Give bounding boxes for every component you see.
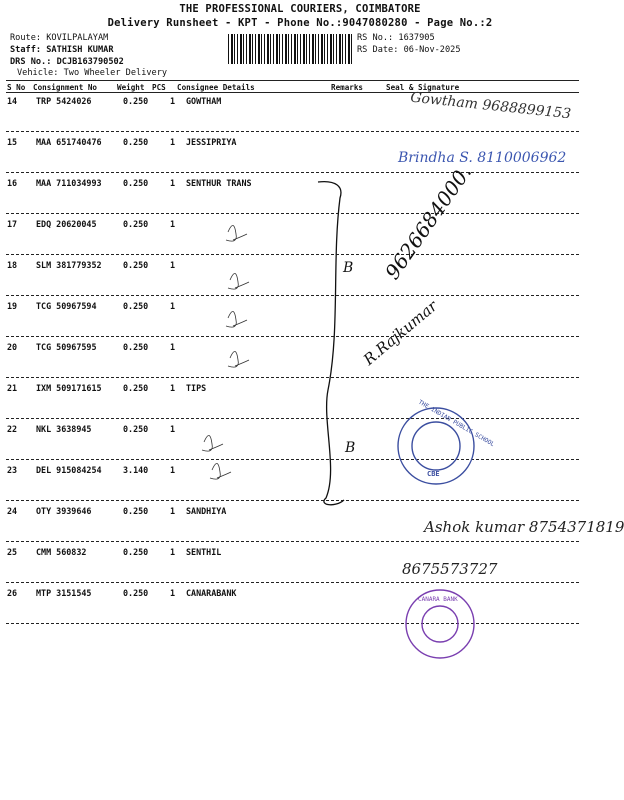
row-pcs: 1 [170,465,176,475]
row-sno: 17 [7,219,18,229]
diag-phone: 9626684000. [380,160,477,284]
row-weight: 0.250 [123,219,149,229]
row-weight: 0.250 [123,301,149,311]
row-consignment: TCG 50967594 [36,301,97,311]
row-weight: 0.250 [123,342,149,352]
row-weight: 0.250 [123,547,149,557]
row-sno: 26 [7,588,18,598]
row-consignment: DEL 915084254 [36,465,102,475]
row-sno: 24 [7,506,18,516]
col-remarks: Remarks [331,83,364,92]
row-sno: 15 [7,137,18,147]
row-weight: 3.140 [123,465,149,475]
row-consignment: EDQ 20620045 [36,219,97,229]
signature-24: Ashok kumar 8754371819 [424,518,624,536]
row-sno: 16 [7,178,18,188]
stamp1-text: THE INDIAN PUBLIC SCHOOL [417,398,496,449]
row-sno: 14 [7,96,18,106]
row-sno: 19 [7,301,18,311]
col-consignment: Consignment No [33,83,98,92]
row-consignment: TCG 50967595 [36,342,97,352]
rs-date-value: 06-Nov-2025 [403,45,461,55]
scribble-line [318,182,344,505]
row-weight: 0.250 [123,424,149,434]
row-consignment: CMM 560832 [36,547,87,557]
drs-value: DCJB163790502 [56,57,124,67]
mark-17 [226,225,247,241]
row-pcs: 1 [170,96,176,106]
drs-label: DRS No.: [10,57,52,67]
row-sno: 20 [7,342,18,352]
vehicle-label: Vehicle: [17,68,59,78]
row-sno: 21 [7,383,18,393]
row-pcs: 1 [170,301,176,311]
mark-20 [228,351,249,367]
row-consignee: SENTHUR TRANS [186,178,252,188]
mark-23 [210,463,231,479]
stamp1-city: CBE [427,470,440,478]
rs-no-label: RS No.: [357,33,394,43]
col-consignee: Consignee Details [177,83,255,92]
route-value: KOVILPALAYAM [46,33,109,43]
row-consignment: MAA 711034993 [36,178,102,188]
col-sno: S No [7,83,26,92]
row-consignee: GOWTHAM [186,96,222,106]
row-sno: 22 [7,424,18,434]
row-pcs: 1 [170,424,176,434]
row-pcs: 1 [170,178,176,188]
row-weight: 0.250 [123,178,149,188]
row-consignment: OTY 3939646 [36,506,92,516]
signature-14: Gowtham 9688899153 [409,89,572,123]
document-title: THE PROFESSIONAL COURIERS, COIMBATORE [179,3,421,15]
row-consignee: JESSIPRIYA [186,137,237,147]
row-weight: 0.250 [123,506,149,516]
row-pcs: 1 [170,137,176,147]
remark-mark-22: B [345,440,356,456]
staff-label: Staff: [10,45,42,55]
row-weight: 0.250 [123,383,149,393]
row-consignee: CANARABANK [186,588,237,598]
stamp2-text: CANARA BANK [418,596,458,603]
row-weight: 0.250 [123,588,149,598]
row-weight: 0.250 [123,96,149,106]
vehicle-value: Two Wheeler Delivery [63,68,168,78]
row-sno: 18 [7,260,18,270]
rs-no-value: 1637905 [398,33,435,43]
col-seal: Seal & Signature [386,83,460,92]
row-consignment: MAA 651740476 [36,137,102,147]
row-pcs: 1 [170,219,176,229]
row-weight: 0.250 [123,137,149,147]
staff-value: SATHISH KUMAR [46,45,114,55]
col-weight: Weight [117,83,145,92]
row-consignment: SLM 381779352 [36,260,102,270]
col-pcs: PCS [152,83,166,92]
document-subtitle: Delivery Runsheet - KPT - Phone No.:9047080280 - Page No.:2 [107,17,493,29]
row-consignment: NKL 3638945 [36,424,92,434]
row-sno: 23 [7,465,18,475]
signature-15: Brindha S. 8110006962 [398,150,567,166]
diag-name: R.Rajkumar [360,296,441,369]
row-pcs: 1 [170,383,176,393]
row-pcs: 1 [170,547,176,557]
signature-25: 8675573727 [402,560,498,578]
mark-18 [228,273,249,289]
row-weight: 0.250 [123,260,149,270]
row-consignment: TRP 5424026 [36,96,92,106]
row-consignee: TIPS [186,383,207,393]
row-pcs: 1 [170,342,176,352]
row-consignee: SANDHIYA [186,506,227,516]
route-label: Route: [10,33,42,43]
row-consignment: MTP 3151545 [36,588,92,598]
row-consignee: SENTHIL [186,547,222,557]
rs-date-label: RS Date: [357,45,399,55]
mark-19 [226,311,247,327]
mark-22 [202,435,223,451]
remark-marks [202,225,249,479]
row-pcs: 1 [170,506,176,516]
row-pcs: 1 [170,260,176,270]
row-pcs: 1 [170,588,176,598]
remark-mark-18: B [343,260,354,276]
row-consignment: IXM 509171615 [36,383,102,393]
row-sno: 25 [7,547,18,557]
